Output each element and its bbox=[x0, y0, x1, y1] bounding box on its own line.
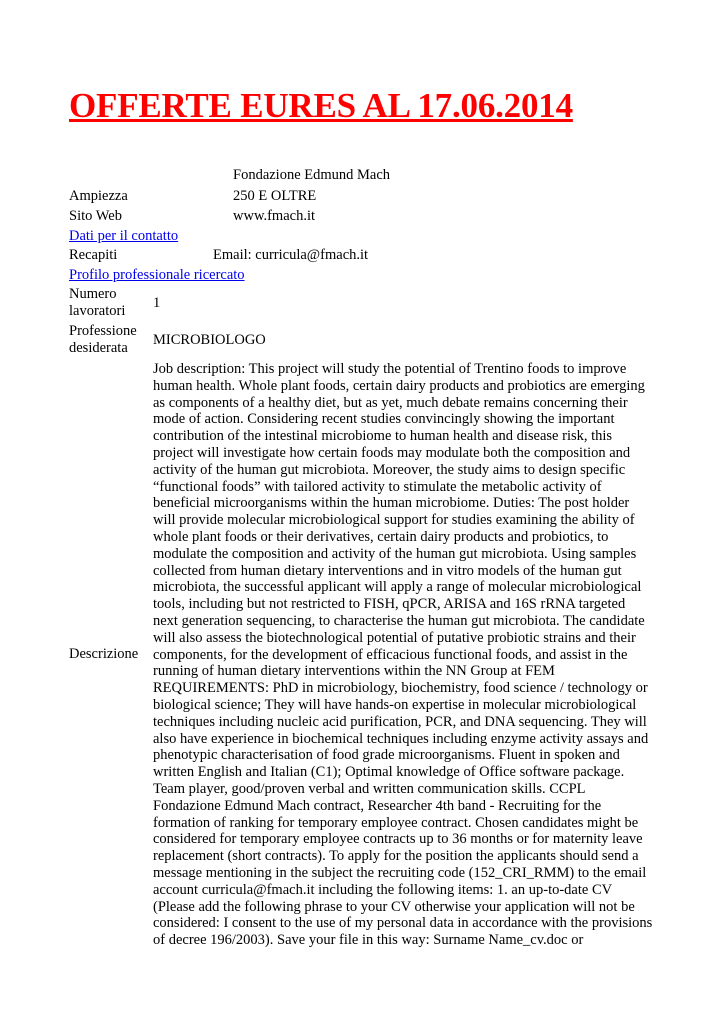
profilo-link[interactable]: Profilo professionale ricercato bbox=[69, 267, 245, 283]
employer-name: Fondazione Edmund Mach bbox=[233, 167, 391, 183]
professione-label: Professione desiderata bbox=[69, 323, 137, 356]
ampiezza-label: Ampiezza bbox=[69, 188, 128, 204]
sito-web-value: www.fmach.it bbox=[233, 208, 316, 224]
page-title: OFFERTE EURES AL 17.06.2014 bbox=[69, 86, 573, 125]
professione-value: MICROBIOLOGO bbox=[153, 332, 266, 348]
recapiti-label: Recapiti bbox=[69, 247, 118, 263]
ampiezza-value: 250 E OLTRE bbox=[233, 188, 317, 204]
sito-web-label: Sito Web bbox=[69, 208, 122, 224]
numero-lavoratori-value: 1 bbox=[153, 295, 161, 311]
descrizione-text: Job description: This project will study the potential of Trentino foods to improve human health. Whole plant foods, certain dairy products and probiotics are emerging as components of a healthy diet, but as yet, much debate remains concerning their mode of action. Considering recent studies convincingly showing the important contribution of the intestinal microbiome to human health and disease risk, this project will investigate how certain foods may modulate both the composition and activity of the human gut microbiota. Moreover, the study aims to design specific “functional foods” with tailored activity to stimulate the metabolic activity of beneficial microorganisms within the human microbiome. Duties: The post holder will provide molecular microbiological support for studies examining the ability of whole plant foods or their derivatives, certain dairy products and probiotics, to modulate the composition and activity of the human gut microbiota. Using samples collected from human dietary interventions and in vitro models of the human gut microbiota, the successful applicant will apply a range of molecular microbiological tools, including but not restricted to FISH, qPCR, ARISA and 16S rRNA targeted next generation sequencing, to characterise the human gut microbiota. The candidate will also assess the biotechnological potential of putative probiotic strains and their components, for the development of efficacious functional foods, and assist in the running of human dietary interventions within the NN Group at FEM REQUIREMENTS: PhD in microbiology, biochemistry, food science / technology or biological science; They will have hands-on expertise in molecular microbiological techniques including nucleic acid purification, PCR, and DNA sequencing. They will also have experience in biochemical techniques including enzyme activity assays and phenotypic characterisation of food grade microorganisms. Fluent in spoken and written English and Italian (C1); Optimal knowledge of Office software package. Team player, good/proven verbal and written communication skills. CCPL Fondazione Edmund Mach contract, Researcher 4th band - Recruiting for the formation of ranking for temporary employee contract. Chosen candidates might be considered for temporary employee contracts up to 36 months or for maternity leave replacement (short contracts). To apply for the position the applicants should send a message mentioning in the subject the recruiting code (152_CRI_RMM) to the email account curricula@fmach.it including the following items: 1. an up-to-date CV (Please add the following phrase to your CV otherwise your application will not be considered: I consent to the use of my personal data in accordance with the provisions of decree 196/2003). Save your file in this way: Surname Name_cv.doc or bbox=[153, 361, 653, 949]
numero-lavoratori-label: Numero lavoratori bbox=[69, 286, 126, 319]
descrizione-label: Descrizione bbox=[69, 646, 139, 662]
dati-contatto-link[interactable]: Dati per il contatto bbox=[69, 228, 179, 244]
recapiti-value: Email: curricula@fmach.it bbox=[213, 247, 369, 263]
